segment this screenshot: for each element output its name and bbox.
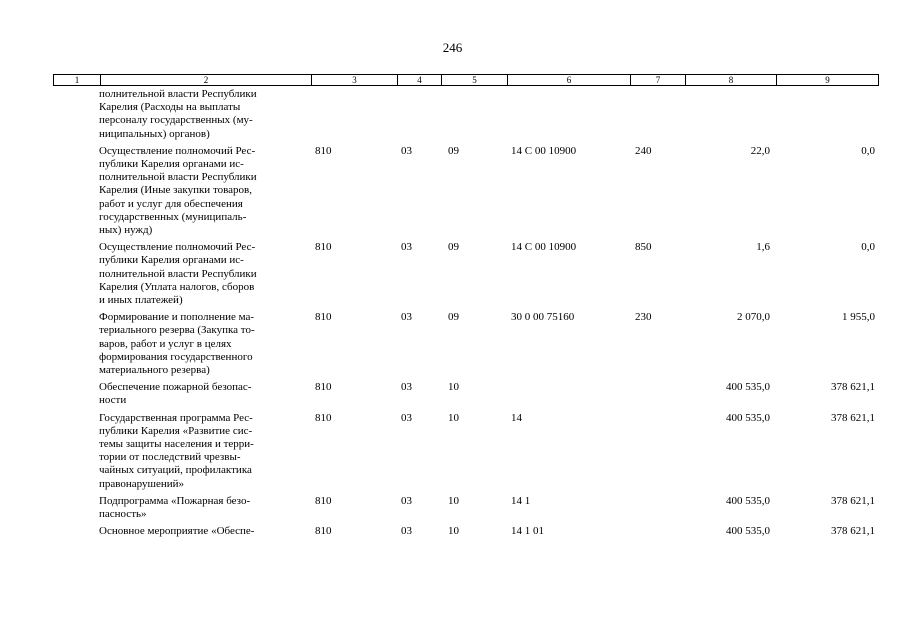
code-department: 810 [315, 144, 332, 157]
amount-year-2: 378 621,1 [831, 494, 875, 507]
table-row [53, 88, 879, 145]
code-section: 03 [401, 525, 412, 538]
code-subsection: 10 [448, 525, 459, 538]
description-line: варов, работ и услуг в целях [99, 337, 232, 350]
code-department: 810 [315, 311, 332, 324]
code-target-article: 14 [511, 411, 522, 424]
table-row [53, 241, 879, 311]
description-line: публики Карелия «Развитие сис- [99, 424, 253, 437]
row-description [99, 88, 309, 141]
row-description [99, 241, 309, 307]
code-section: 03 [401, 494, 412, 507]
code-section: 03 [401, 241, 412, 254]
code-target-article: 14 1 01 [511, 525, 544, 538]
code-subsection: 09 [448, 241, 459, 254]
header-col-2: 2 [100, 75, 311, 85]
header-col-7: 7 [630, 75, 685, 85]
code-subsection: 09 [448, 311, 459, 324]
description-line: формирования государственного [99, 350, 253, 363]
code-section: 03 [401, 411, 412, 424]
amount-year-2: 0,0 [861, 144, 875, 157]
code-expense-type: 230 [635, 311, 652, 324]
header-col-4: 4 [397, 75, 441, 85]
code-subsection: 09 [448, 144, 459, 157]
code-target-article: 30 0 00 75160 [511, 311, 575, 324]
code-target-article: 14 С 00 10900 [511, 144, 577, 157]
code-department: 810 [315, 241, 332, 254]
table-header [53, 74, 879, 86]
row-description [99, 311, 309, 377]
amount-year-1: 2 070,0 [737, 311, 770, 324]
description-line: и иных платежей) [99, 294, 183, 306]
row-description [99, 145, 309, 237]
description-line: публики Карелия органами ис- [99, 158, 244, 170]
row-description [99, 412, 309, 491]
page-number: 246 [442, 40, 463, 55]
code-department: 810 [315, 411, 332, 424]
description-line: Обеспечение пожарной безопас- [99, 381, 252, 394]
amount-year-2: 1 955,0 [842, 311, 875, 324]
amount-year-2: 378 621,1 [831, 525, 875, 538]
code-department: 810 [315, 381, 332, 394]
header-col-5: 5 [441, 75, 507, 85]
description-line: Осуществление полномочий Рес- [99, 241, 256, 254]
table-row [53, 381, 879, 411]
description-line: Формирование и пополнение ма- [99, 311, 255, 324]
code-department: 810 [315, 494, 332, 507]
header-col-8: 8 [685, 75, 776, 85]
code-section: 03 [401, 311, 412, 324]
code-subsection: 10 [448, 411, 459, 424]
description-line: Карелия (Иные закупки товаров, [99, 184, 252, 197]
description-line: темы защиты населения и терри- [99, 437, 254, 450]
code-subsection: 10 [448, 494, 459, 507]
description-line: полнительной власти Республики [99, 171, 257, 184]
amount-year-1: 400 535,0 [726, 494, 770, 507]
row-description [99, 525, 309, 538]
header-col-9: 9 [776, 75, 878, 85]
description-line: государственных (муниципаль- [99, 210, 247, 223]
description-line: полнительной власти Республики [99, 267, 257, 280]
table-row [53, 495, 879, 525]
description-line: Карелия (Расходы на выплаты [99, 101, 241, 114]
code-subsection: 10 [448, 381, 459, 394]
description-line: Подпрограмма «Пожарная безо- [99, 494, 251, 507]
row-description [99, 495, 309, 521]
description-line: Основное мероприятие «Обеспе- [99, 525, 255, 538]
description-line: териального резерва (Закупка то- [99, 324, 255, 337]
header-col-6: 6 [507, 75, 630, 85]
code-target-article: 14 1 [511, 494, 531, 507]
table-body [53, 88, 879, 542]
table-row [53, 145, 879, 241]
description-line: пасность» [99, 507, 147, 520]
description-line: чайных ситуаций, профилактика [99, 464, 252, 477]
code-expense-type: 240 [635, 144, 652, 157]
description-line: ниципальных) органов) [99, 127, 210, 140]
amount-year-1: 1,6 [756, 241, 770, 254]
code-department: 810 [315, 525, 332, 538]
header-col-3: 3 [311, 75, 397, 85]
amount-year-1: 400 535,0 [726, 381, 770, 394]
description-line: персоналу государственных (му- [99, 114, 253, 127]
header-col-1: 1 [74, 75, 80, 85]
amount-year-1: 400 535,0 [726, 411, 770, 424]
description-line: Осуществление полномочий Рес- [99, 144, 256, 157]
description-line: материального резерва) [99, 364, 210, 376]
description-line: тории от последствий чрезвы- [99, 451, 241, 464]
description-line: правонарушений» [99, 477, 185, 490]
description-line: полнительной власти Республики [99, 88, 257, 100]
row-description [99, 381, 309, 407]
description-line: ных) нужд) [99, 224, 153, 237]
description-line: публики Карелия органами ис- [99, 254, 244, 267]
amount-year-1: 400 535,0 [726, 525, 770, 538]
amount-year-1: 22,0 [750, 144, 770, 157]
description-line: Государственная программа Рес- [99, 411, 253, 424]
description-line: работ и услуг для обеспечения [99, 197, 243, 210]
table-row [53, 525, 879, 542]
amount-year-2: 0,0 [861, 241, 875, 254]
table-row [53, 412, 879, 495]
description-line: ности [99, 394, 127, 407]
description-line: Карелия (Уплата налогов, сборов [99, 280, 255, 293]
code-expense-type: 850 [635, 241, 652, 254]
code-section: 03 [401, 381, 412, 394]
amount-year-2: 378 621,1 [831, 411, 875, 424]
code-target-article: 14 С 00 10900 [511, 241, 577, 254]
table-row [53, 311, 879, 381]
code-section: 03 [401, 144, 412, 157]
amount-year-2: 378 621,1 [831, 381, 875, 394]
